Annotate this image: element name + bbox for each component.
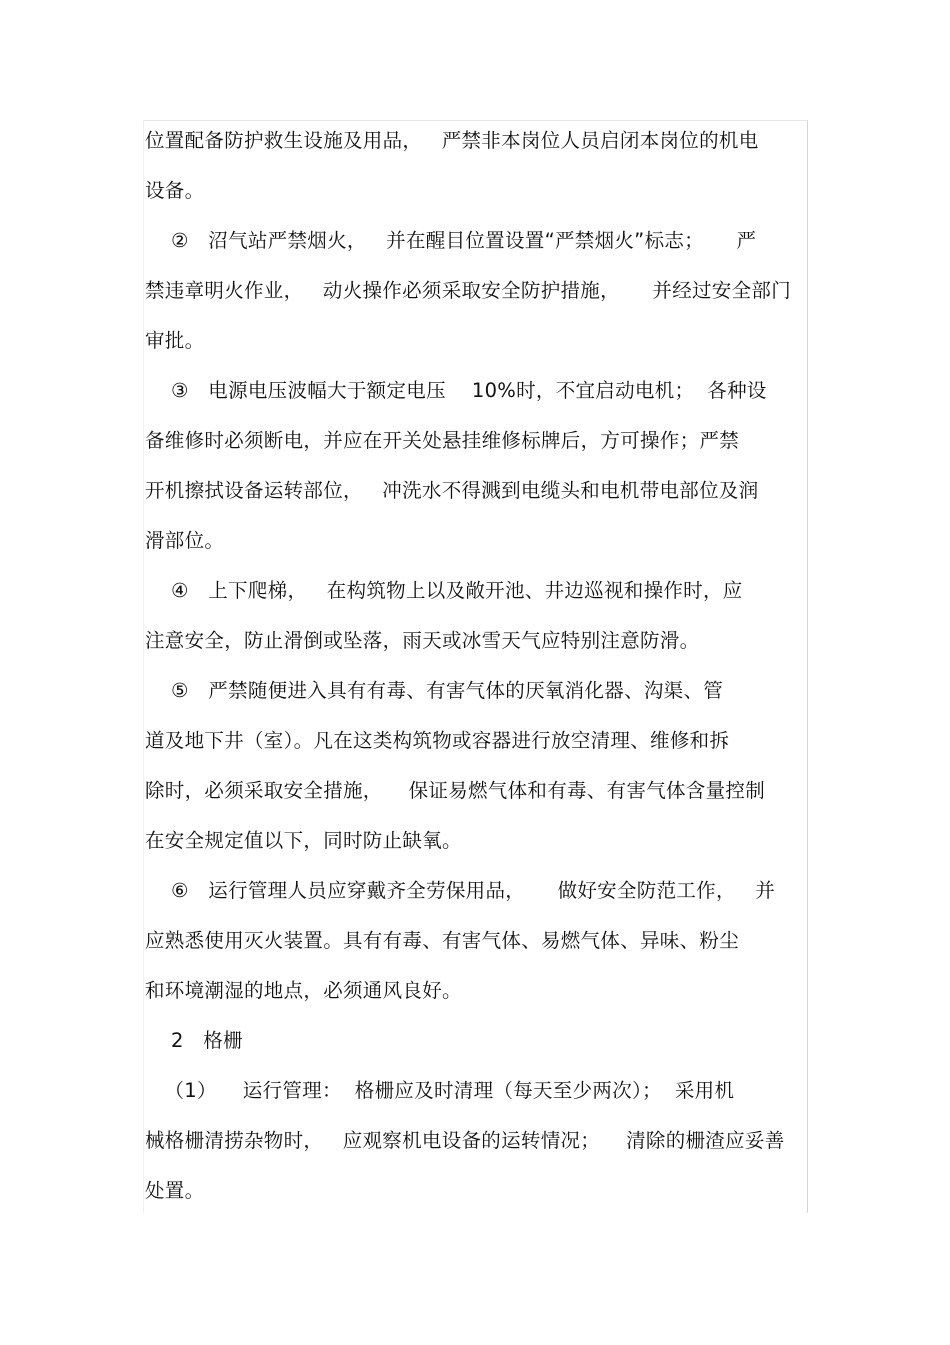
text-line: 应熟悉使用灭火装置。具有有毒、有害气体、易燃气体、异味、粉尘 — [145, 929, 740, 952]
text-line: 审批。 — [145, 329, 205, 352]
text-line: 除时，必须采取安全措施， 保证易燃气体和有毒、有害气体含量控制 — [145, 779, 765, 802]
text-line: 注意安全，防止滑倒或坠落，雨天或冰雪天气应特别注意防滑。 — [145, 629, 700, 652]
text-line: 设备。 — [145, 179, 205, 202]
text-line: ② 沼气站严禁烟火， 并在醒目位置设置“严禁烟火”标志； 严 — [145, 229, 757, 252]
text-line: 开机擦拭设备运转部位， 冲洗水不得溅到电缆头和电机带电部位及润 — [145, 479, 759, 502]
section-heading: 2 格栅 — [145, 1029, 243, 1052]
text-line: 处置。 — [145, 1179, 205, 1202]
text-line: 备维修时必须断电，并应在开关处悬挂维修标牌后，方可操作；严禁 — [145, 429, 740, 452]
text-line: 在安全规定值以下，同时防止缺氧。 — [145, 829, 462, 852]
text-line: ③ 电源电压波幅大于额定电压 10%时，不宜启动电机； 各种设 — [145, 379, 767, 402]
text-line: ④ 上下爬梯， 在构筑物上以及敞开池、井边巡视和操作时，应 — [145, 579, 743, 602]
text-line: 和环境潮湿的地点，必须通风良好。 — [145, 979, 462, 1002]
text-line: 滑部位。 — [145, 529, 225, 552]
text-line: 禁违章明火作业， 动火操作必须采取安全防护措施， 并经过安全部门 — [145, 279, 791, 302]
text-line: 位置配备防护救生设施及用品， 严禁非本岗位人员启闭本岗位的机电 — [145, 129, 759, 152]
text-line: 械格栅清捞杂物时， 应观察机电设备的运转情况； 清除的栅渣应妥善 — [145, 1129, 785, 1152]
text-line: （1） 运行管理： 格栅应及时清理（每天至少两次）； 采用机 — [145, 1079, 735, 1102]
text-line: ⑥ 运行管理人员应穿戴齐全劳保用品， 做好安全防范工作， 并 — [145, 879, 776, 902]
text-line: ⑤ 严禁随便进入具有有毒、有害气体的厌氧消化器、沟渠、管 — [145, 679, 724, 702]
text-line: 道及地下井（室）。凡在这类构筑物或容器进行放空清理、维修和拆 — [145, 729, 730, 752]
